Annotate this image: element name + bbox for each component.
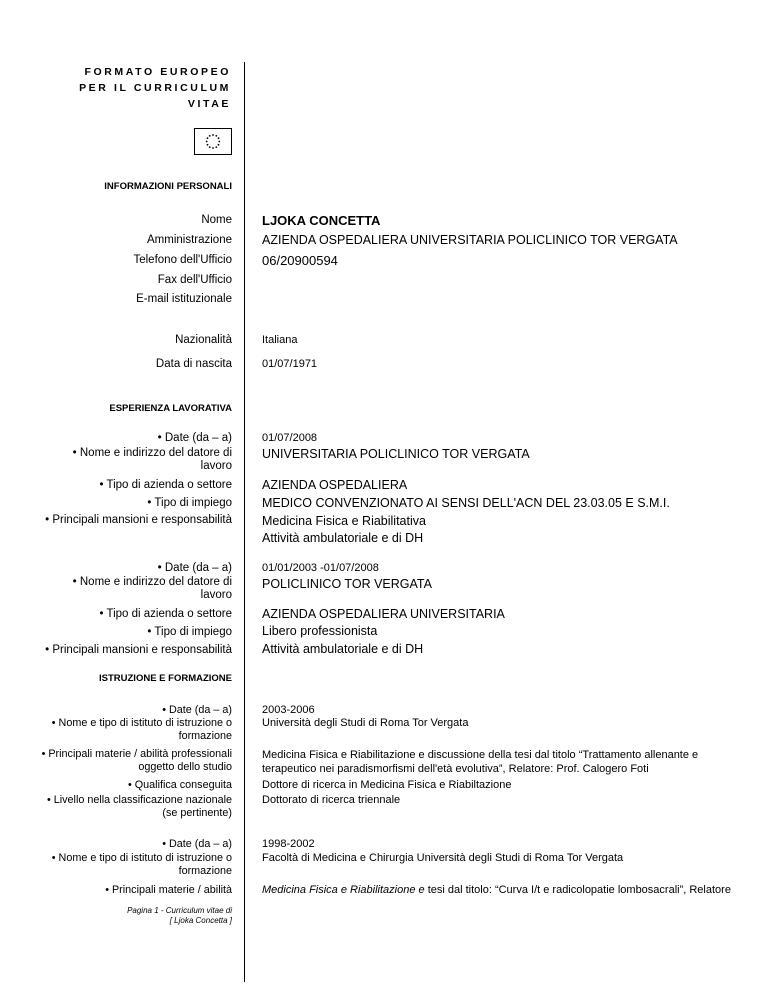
edu2-subjects [262,884,731,897]
exp2-label-employer: • Nome e indirizzo del datore di lavoro [72,576,232,601]
edu2-subjects-rest: tesi dal titolo: “Curva I/t e radicolopatie lombosacrali”, Relatore [424,884,731,896]
edu1-label-institute: • Nome e tipo di istituto di istruzione o formazione [51,717,232,742]
exp2-label-duties: • Principali mansioni e responsabilità [45,644,232,656]
cv-title-line-1: FORMATO EUROPEO [84,66,231,78]
exp1-employer: UNIVERSITARIA POLICLINICO TOR VERGATA [262,447,530,461]
exp1-sector: AZIENDA OSPEDALIERA [262,478,408,492]
exp1-label-sector: • Tipo di azienda o settore [99,479,232,491]
exp2-employer: POLICLINICO TOR VERGATA [262,577,432,591]
exp1-job-type: MEDICO CONVENZIONATO AI SENSI DELL'ACN DEL 23.03.05 E S.M.I. [262,496,670,510]
exp1-label-employer: • Nome e indirizzo del datore di lavoro [72,447,232,472]
value-nome: LJOKA CONCETTA [262,213,381,228]
exp2-sector: AZIENDA OSPEDALIERA UNIVERSITARIA [262,607,505,621]
edu2-institute: Facoltà di Medicina e Chirurgia Università degli Studi di Roma Tor Vergata [262,852,624,864]
label-data-nascita: Data di nascita [155,358,232,370]
edu1-label-subjects: • Principali materie / abilità professionali oggetto dello studio [41,748,232,773]
section-heading-personal: INFORMAZIONI PERSONALI [104,181,232,192]
vertical-divider [244,62,245,982]
label-nome: Nome [201,214,232,226]
edu2-label-institute: • Nome e tipo di istituto di istruzione o formazione [51,852,232,877]
exp1-duties-2: Attività ambulatoriale e di DH [262,531,424,545]
value-telefono: 06/20900594 [262,253,338,268]
value-amministrazione: AZIENDA OSPEDALIERA UNIVERSITARIA POLICLINICO TOR VERGATA [262,233,678,247]
edu1-label-qualification: • Qualifica conseguita [127,779,232,791]
section-heading-experience: ESPERIENZA LAVORATIVA [109,403,232,414]
edu2-date: 1998-2002 [262,838,315,850]
label-nazionalita: Nazionalità [175,334,232,346]
value-nazionalita: Italiana [262,334,298,346]
edu2-label-date: • Date (da – a) [162,838,232,850]
cv-title [79,64,231,112]
footer-line-1: Pagina 1 - Curriculum vitae di [127,906,232,915]
edu1-date: 2003-2006 [262,704,315,716]
section-heading-education: ISTRUZIONE E FORMAZIONE [99,673,232,684]
exp2-label-job-type: • Tipo di impiego [147,626,232,638]
value-data-nascita: 01/07/1971 [262,358,318,370]
exp1-date: 01/07/2008 [262,432,318,444]
page-footer [60,906,232,926]
cv-title-line-2: PER IL CURRICULUM [79,82,231,94]
cv-title-line-3: VITAE [187,98,231,110]
exp1-duties-1: Medicina Fisica e Riabilitativa [262,514,426,528]
edu1-qualification: Dottore di ricerca in Medicina Fisica e Riabiltazione [262,779,512,791]
edu2-label-subjects: • Principali materie / abilità [105,884,232,896]
label-telefono: Telefono dell'Ufficio [133,254,232,266]
edu1-label-level: • Livello nella classificazione nazionale (se pertinente) [46,794,232,819]
exp2-label-date: • Date (da – a) [157,562,232,574]
exp1-label-duties: • Principali mansioni e responsabilità [45,514,232,526]
exp2-label-sector: • Tipo di azienda o settore [99,608,232,620]
exp2-duties: Attività ambulatoriale e di DH [262,642,424,656]
edu1-institute: Università degli Studi di Roma Tor Vergata [262,717,469,729]
eu-flag-icon [194,128,232,155]
label-amministrazione: Amministrazione [147,234,232,246]
edu2-subjects-italic: Medicina Fisica e Riabilitazione e [262,884,425,896]
exp2-date: 01/01/2003 -01/07/2008 [262,562,379,574]
exp1-label-job-type: • Tipo di impiego [147,497,232,509]
exp1-label-date: • Date (da – a) [157,432,232,444]
label-email: E-mail istituzionale [136,293,232,305]
edu1-level: Dottorato di ricerca triennale [262,794,401,806]
edu1-subjects: Medicina Fisica e Riabilitazione e discussione della tesi dal titolo “Trattamento allenante e terapeutico nei paradismorfismi dell'età evolutiva”, Relatore: Prof. Calogero Foti [262,749,699,775]
exp2-job-type: Libero professionista [262,624,378,638]
edu1-label-date: • Date (da – a) [162,704,232,716]
footer-line-2: [ Ljoka Concetta ] [169,916,232,925]
label-fax: Fax dell'Ufficio [157,274,232,286]
